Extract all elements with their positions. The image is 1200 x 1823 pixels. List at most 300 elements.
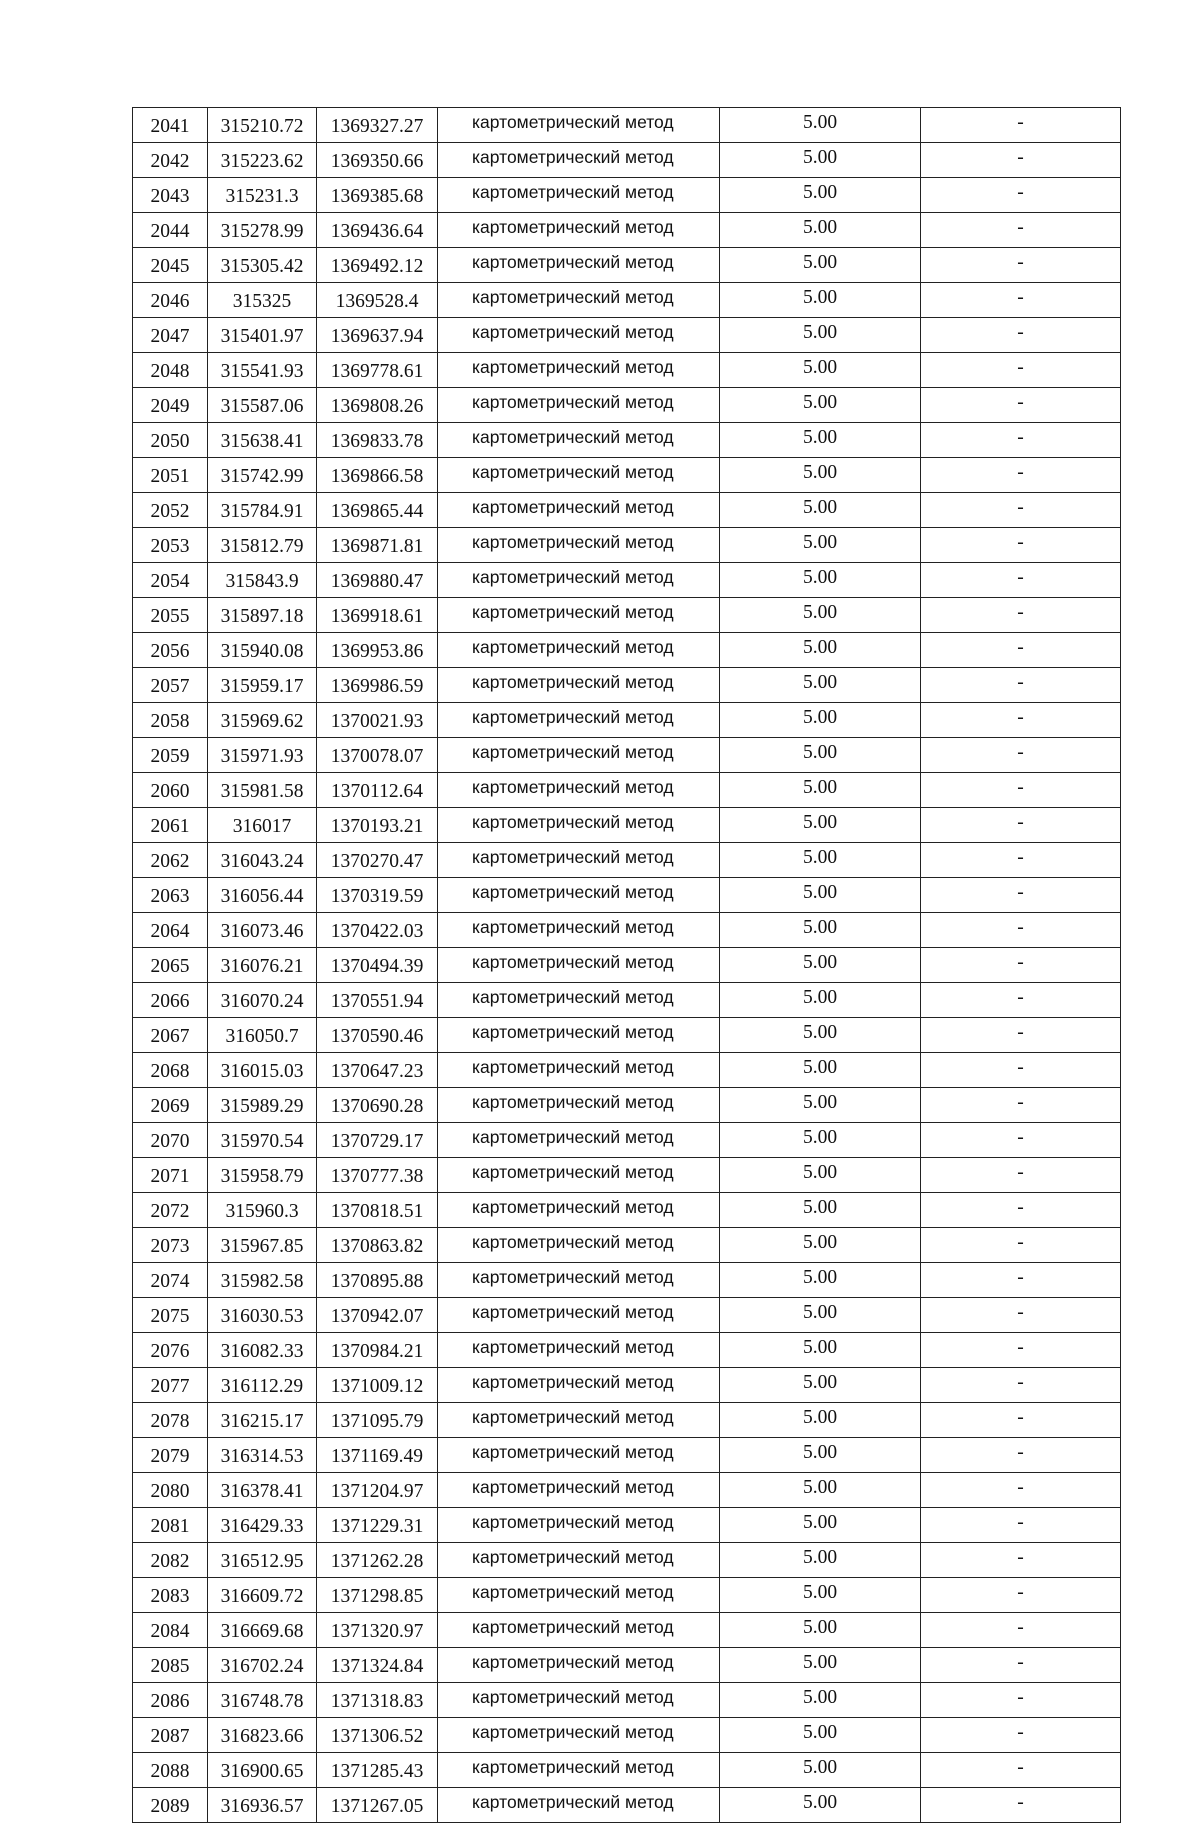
method-cell: картометрический метод — [438, 1018, 720, 1053]
method-cell: картометрический метод — [438, 1438, 720, 1473]
note-cell: - — [921, 1018, 1121, 1053]
accuracy-cell: 5.00 — [720, 1193, 921, 1228]
x-coordinate-cell: 315969.62 — [208, 703, 317, 738]
method-cell: картометрический метод — [438, 213, 720, 248]
table-row — [133, 178, 1121, 213]
x-coordinate-cell: 315231.3 — [208, 178, 317, 213]
note-cell: - — [921, 843, 1121, 878]
table-row — [133, 1613, 1121, 1648]
method-cell: картометрический метод — [438, 598, 720, 633]
point-number-cell: 2063 — [133, 878, 208, 913]
point-number-cell: 2058 — [133, 703, 208, 738]
accuracy-cell: 5.00 — [720, 388, 921, 423]
accuracy-cell: 5.00 — [720, 1473, 921, 1508]
method-cell: картометрический метод — [438, 388, 720, 423]
table-row — [133, 668, 1121, 703]
note-cell: - — [921, 1263, 1121, 1298]
table-row — [133, 1088, 1121, 1123]
x-coordinate-cell: 316076.21 — [208, 948, 317, 983]
accuracy-cell: 5.00 — [720, 143, 921, 178]
x-coordinate-cell: 315940.08 — [208, 633, 317, 668]
note-cell: - — [921, 1613, 1121, 1648]
point-number-cell: 2070 — [133, 1123, 208, 1158]
table-row — [133, 1333, 1121, 1368]
method-cell: картометрический метод — [438, 353, 720, 388]
x-coordinate-cell: 315897.18 — [208, 598, 317, 633]
y-coordinate-cell: 1371095.79 — [317, 1403, 438, 1438]
accuracy-cell: 5.00 — [720, 633, 921, 668]
note-cell: - — [921, 738, 1121, 773]
accuracy-cell: 5.00 — [720, 423, 921, 458]
point-number-cell: 2087 — [133, 1718, 208, 1753]
note-cell: - — [921, 423, 1121, 458]
y-coordinate-cell: 1370422.03 — [317, 913, 438, 948]
x-coordinate-cell: 316056.44 — [208, 878, 317, 913]
point-number-cell: 2082 — [133, 1543, 208, 1578]
table-row — [133, 1508, 1121, 1543]
x-coordinate-cell: 316030.53 — [208, 1298, 317, 1333]
note-cell: - — [921, 388, 1121, 423]
note-cell: - — [921, 248, 1121, 283]
note-cell: - — [921, 913, 1121, 948]
table-row — [133, 1578, 1121, 1613]
note-cell: - — [921, 1298, 1121, 1333]
x-coordinate-cell: 316702.24 — [208, 1648, 317, 1683]
point-number-cell: 2084 — [133, 1613, 208, 1648]
method-cell: картометрический метод — [438, 703, 720, 738]
method-cell: картометрический метод — [438, 808, 720, 843]
y-coordinate-cell: 1370777.38 — [317, 1158, 438, 1193]
note-cell: - — [921, 878, 1121, 913]
accuracy-cell: 5.00 — [720, 1438, 921, 1473]
x-coordinate-cell: 316070.24 — [208, 983, 317, 1018]
accuracy-cell: 5.00 — [720, 1648, 921, 1683]
accuracy-cell: 5.00 — [720, 1123, 921, 1158]
method-cell: картометрический метод — [438, 1368, 720, 1403]
table-row — [133, 1753, 1121, 1788]
y-coordinate-cell: 1370021.93 — [317, 703, 438, 738]
method-cell: картометрический метод — [438, 1228, 720, 1263]
method-cell: картометрический метод — [438, 983, 720, 1018]
accuracy-cell: 5.00 — [720, 983, 921, 1018]
note-cell: - — [921, 1088, 1121, 1123]
point-number-cell: 2066 — [133, 983, 208, 1018]
table-row — [133, 563, 1121, 598]
accuracy-cell: 5.00 — [720, 213, 921, 248]
point-number-cell: 2088 — [133, 1753, 208, 1788]
y-coordinate-cell: 1369492.12 — [317, 248, 438, 283]
accuracy-cell: 5.00 — [720, 1333, 921, 1368]
table-row — [133, 108, 1121, 143]
accuracy-cell: 5.00 — [720, 108, 921, 143]
accuracy-cell: 5.00 — [720, 1403, 921, 1438]
note-cell: - — [921, 1193, 1121, 1228]
note-cell: - — [921, 1683, 1121, 1718]
table-row — [133, 633, 1121, 668]
x-coordinate-cell: 315960.3 — [208, 1193, 317, 1228]
point-number-cell: 2079 — [133, 1438, 208, 1473]
method-cell: картометрический метод — [438, 423, 720, 458]
method-cell: картометрический метод — [438, 1123, 720, 1158]
accuracy-cell: 5.00 — [720, 1088, 921, 1123]
accuracy-cell: 5.00 — [720, 1753, 921, 1788]
x-coordinate-cell: 315989.29 — [208, 1088, 317, 1123]
accuracy-cell: 5.00 — [720, 318, 921, 353]
point-number-cell: 2060 — [133, 773, 208, 808]
method-cell: картометрический метод — [438, 913, 720, 948]
y-coordinate-cell: 1369871.81 — [317, 528, 438, 563]
method-cell: картометрический метод — [438, 1403, 720, 1438]
x-coordinate-cell: 316043.24 — [208, 843, 317, 878]
method-cell: картометрический метод — [438, 458, 720, 493]
table-row — [133, 1683, 1121, 1718]
y-coordinate-cell: 1369385.68 — [317, 178, 438, 213]
y-coordinate-cell: 1371169.49 — [317, 1438, 438, 1473]
table-row — [133, 1438, 1121, 1473]
point-number-cell: 2081 — [133, 1508, 208, 1543]
note-cell: - — [921, 1403, 1121, 1438]
method-cell: картометрический метод — [438, 283, 720, 318]
method-cell: картометрический метод — [438, 738, 720, 773]
note-cell: - — [921, 1053, 1121, 1088]
accuracy-cell: 5.00 — [720, 703, 921, 738]
accuracy-cell: 5.00 — [720, 1228, 921, 1263]
point-number-cell: 2061 — [133, 808, 208, 843]
note-cell: - — [921, 458, 1121, 493]
note-cell: - — [921, 353, 1121, 388]
accuracy-cell: 5.00 — [720, 1788, 921, 1823]
y-coordinate-cell: 1369866.58 — [317, 458, 438, 493]
table-row — [133, 983, 1121, 1018]
y-coordinate-cell: 1370729.17 — [317, 1123, 438, 1158]
x-coordinate-cell: 315638.41 — [208, 423, 317, 458]
x-coordinate-cell: 316050.7 — [208, 1018, 317, 1053]
accuracy-cell: 5.00 — [720, 528, 921, 563]
point-number-cell: 2089 — [133, 1788, 208, 1823]
point-number-cell: 2056 — [133, 633, 208, 668]
method-cell: картометрический метод — [438, 668, 720, 703]
x-coordinate-cell: 316429.33 — [208, 1508, 317, 1543]
table-row — [133, 703, 1121, 738]
x-coordinate-cell: 315967.85 — [208, 1228, 317, 1263]
table-row — [133, 773, 1121, 808]
x-coordinate-cell: 316015.03 — [208, 1053, 317, 1088]
x-coordinate-cell: 315843.9 — [208, 563, 317, 598]
y-coordinate-cell: 1371324.84 — [317, 1648, 438, 1683]
note-cell: - — [921, 1578, 1121, 1613]
table-row — [133, 318, 1121, 353]
y-coordinate-cell: 1371306.52 — [317, 1718, 438, 1753]
method-cell: картометрический метод — [438, 1648, 720, 1683]
method-cell: картометрический метод — [438, 843, 720, 878]
x-coordinate-cell: 316748.78 — [208, 1683, 317, 1718]
y-coordinate-cell: 1370270.47 — [317, 843, 438, 878]
x-coordinate-cell: 315401.97 — [208, 318, 317, 353]
x-coordinate-cell: 316823.66 — [208, 1718, 317, 1753]
table-row — [133, 1403, 1121, 1438]
point-number-cell: 2043 — [133, 178, 208, 213]
note-cell: - — [921, 703, 1121, 738]
point-number-cell: 2042 — [133, 143, 208, 178]
point-number-cell: 2059 — [133, 738, 208, 773]
y-coordinate-cell: 1369808.26 — [317, 388, 438, 423]
note-cell: - — [921, 1473, 1121, 1508]
y-coordinate-cell: 1370863.82 — [317, 1228, 438, 1263]
x-coordinate-cell: 315959.17 — [208, 668, 317, 703]
y-coordinate-cell: 1370818.51 — [317, 1193, 438, 1228]
table-row — [133, 1228, 1121, 1263]
method-cell: картометрический метод — [438, 528, 720, 563]
note-cell: - — [921, 1158, 1121, 1193]
x-coordinate-cell: 316017 — [208, 808, 317, 843]
point-number-cell: 2083 — [133, 1578, 208, 1613]
y-coordinate-cell: 1369865.44 — [317, 493, 438, 528]
table-row — [133, 283, 1121, 318]
x-coordinate-cell: 315223.62 — [208, 143, 317, 178]
table-row — [133, 1718, 1121, 1753]
table-row — [133, 1298, 1121, 1333]
note-cell: - — [921, 178, 1121, 213]
note-cell: - — [921, 493, 1121, 528]
y-coordinate-cell: 1369880.47 — [317, 563, 438, 598]
y-coordinate-cell: 1370942.07 — [317, 1298, 438, 1333]
table-row — [133, 1123, 1121, 1158]
accuracy-cell: 5.00 — [720, 738, 921, 773]
point-number-cell: 2080 — [133, 1473, 208, 1508]
x-coordinate-cell: 316073.46 — [208, 913, 317, 948]
y-coordinate-cell: 1369528.4 — [317, 283, 438, 318]
x-coordinate-cell: 315587.06 — [208, 388, 317, 423]
method-cell: картометрический метод — [438, 143, 720, 178]
point-number-cell: 2085 — [133, 1648, 208, 1683]
method-cell: картометрический метод — [438, 1333, 720, 1368]
method-cell: картометрический метод — [438, 493, 720, 528]
y-coordinate-cell: 1369350.66 — [317, 143, 438, 178]
point-number-cell: 2064 — [133, 913, 208, 948]
x-coordinate-cell: 316669.68 — [208, 1613, 317, 1648]
x-coordinate-cell: 315971.93 — [208, 738, 317, 773]
note-cell: - — [921, 1753, 1121, 1788]
point-number-cell: 2068 — [133, 1053, 208, 1088]
x-coordinate-cell: 315958.79 — [208, 1158, 317, 1193]
point-number-cell: 2047 — [133, 318, 208, 353]
x-coordinate-cell: 315742.99 — [208, 458, 317, 493]
point-number-cell: 2054 — [133, 563, 208, 598]
method-cell: картометрический метод — [438, 1578, 720, 1613]
accuracy-cell: 5.00 — [720, 493, 921, 528]
x-coordinate-cell: 316936.57 — [208, 1788, 317, 1823]
point-number-cell: 2049 — [133, 388, 208, 423]
y-coordinate-cell: 1369986.59 — [317, 668, 438, 703]
point-number-cell: 2053 — [133, 528, 208, 563]
method-cell: картометрический метод — [438, 1263, 720, 1298]
point-number-cell: 2062 — [133, 843, 208, 878]
x-coordinate-cell: 316900.65 — [208, 1753, 317, 1788]
note-cell: - — [921, 213, 1121, 248]
x-coordinate-cell: 316378.41 — [208, 1473, 317, 1508]
point-number-cell: 2041 — [133, 108, 208, 143]
accuracy-cell: 5.00 — [720, 843, 921, 878]
table-row — [133, 213, 1121, 248]
y-coordinate-cell: 1370494.39 — [317, 948, 438, 983]
coordinates-table-body — [133, 108, 1121, 1823]
table-row — [133, 1788, 1121, 1823]
note-cell: - — [921, 668, 1121, 703]
method-cell: картометрический метод — [438, 1158, 720, 1193]
note-cell: - — [921, 808, 1121, 843]
method-cell: картометрический метод — [438, 1088, 720, 1123]
accuracy-cell: 5.00 — [720, 1543, 921, 1578]
y-coordinate-cell: 1370895.88 — [317, 1263, 438, 1298]
x-coordinate-cell: 315784.91 — [208, 493, 317, 528]
x-coordinate-cell: 315812.79 — [208, 528, 317, 563]
accuracy-cell: 5.00 — [720, 878, 921, 913]
y-coordinate-cell: 1371009.12 — [317, 1368, 438, 1403]
note-cell: - — [921, 773, 1121, 808]
point-number-cell: 2072 — [133, 1193, 208, 1228]
method-cell: картометрический метод — [438, 1543, 720, 1578]
point-number-cell: 2045 — [133, 248, 208, 283]
x-coordinate-cell: 315541.93 — [208, 353, 317, 388]
accuracy-cell: 5.00 — [720, 248, 921, 283]
accuracy-cell: 5.00 — [720, 1018, 921, 1053]
accuracy-cell: 5.00 — [720, 1368, 921, 1403]
accuracy-cell: 5.00 — [720, 1683, 921, 1718]
point-number-cell: 2075 — [133, 1298, 208, 1333]
table-row — [133, 143, 1121, 178]
accuracy-cell: 5.00 — [720, 1718, 921, 1753]
y-coordinate-cell: 1371320.97 — [317, 1613, 438, 1648]
point-number-cell: 2073 — [133, 1228, 208, 1263]
method-cell: картометрический метод — [438, 248, 720, 283]
x-coordinate-cell: 316112.29 — [208, 1368, 317, 1403]
x-coordinate-cell: 315970.54 — [208, 1123, 317, 1158]
method-cell: картометрический метод — [438, 773, 720, 808]
method-cell: картометрический метод — [438, 1298, 720, 1333]
y-coordinate-cell: 1370690.28 — [317, 1088, 438, 1123]
point-number-cell: 2071 — [133, 1158, 208, 1193]
table-row — [133, 423, 1121, 458]
table-row — [133, 248, 1121, 283]
method-cell: картометрический метод — [438, 948, 720, 983]
method-cell: картометрический метод — [438, 178, 720, 213]
y-coordinate-cell: 1369833.78 — [317, 423, 438, 458]
x-coordinate-cell: 315210.72 — [208, 108, 317, 143]
y-coordinate-cell: 1371267.05 — [317, 1788, 438, 1823]
table-row — [133, 1543, 1121, 1578]
accuracy-cell: 5.00 — [720, 1578, 921, 1613]
accuracy-cell: 5.00 — [720, 913, 921, 948]
note-cell: - — [921, 1368, 1121, 1403]
accuracy-cell: 5.00 — [720, 1263, 921, 1298]
table-row — [133, 1158, 1121, 1193]
x-coordinate-cell: 316082.33 — [208, 1333, 317, 1368]
point-number-cell: 2065 — [133, 948, 208, 983]
table-row — [133, 738, 1121, 773]
y-coordinate-cell: 1369637.94 — [317, 318, 438, 353]
coordinates-table — [132, 107, 1121, 1823]
point-number-cell: 2086 — [133, 1683, 208, 1718]
y-coordinate-cell: 1370984.21 — [317, 1333, 438, 1368]
method-cell: картометрический метод — [438, 318, 720, 353]
method-cell: картометрический метод — [438, 1473, 720, 1508]
y-coordinate-cell: 1371262.28 — [317, 1543, 438, 1578]
note-cell: - — [921, 1123, 1121, 1158]
table-row — [133, 353, 1121, 388]
point-number-cell: 2055 — [133, 598, 208, 633]
point-number-cell: 2048 — [133, 353, 208, 388]
y-coordinate-cell: 1369327.27 — [317, 108, 438, 143]
accuracy-cell: 5.00 — [720, 1508, 921, 1543]
accuracy-cell: 5.00 — [720, 668, 921, 703]
x-coordinate-cell: 316512.95 — [208, 1543, 317, 1578]
point-number-cell: 2078 — [133, 1403, 208, 1438]
table-row — [133, 913, 1121, 948]
note-cell: - — [921, 1438, 1121, 1473]
method-cell: картометрический метод — [438, 1193, 720, 1228]
point-number-cell: 2076 — [133, 1333, 208, 1368]
point-number-cell: 2077 — [133, 1368, 208, 1403]
accuracy-cell: 5.00 — [720, 1053, 921, 1088]
accuracy-cell: 5.00 — [720, 773, 921, 808]
table-row — [133, 493, 1121, 528]
y-coordinate-cell: 1370193.21 — [317, 808, 438, 843]
x-coordinate-cell: 315982.58 — [208, 1263, 317, 1298]
x-coordinate-cell: 315305.42 — [208, 248, 317, 283]
note-cell: - — [921, 948, 1121, 983]
accuracy-cell: 5.00 — [720, 948, 921, 983]
method-cell: картометрический метод — [438, 1718, 720, 1753]
point-number-cell: 2067 — [133, 1018, 208, 1053]
y-coordinate-cell: 1369953.86 — [317, 633, 438, 668]
table-row — [133, 388, 1121, 423]
table-row — [133, 1053, 1121, 1088]
point-number-cell: 2044 — [133, 213, 208, 248]
note-cell: - — [921, 1648, 1121, 1683]
method-cell: картометрический метод — [438, 1508, 720, 1543]
accuracy-cell: 5.00 — [720, 178, 921, 213]
point-number-cell: 2051 — [133, 458, 208, 493]
note-cell: - — [921, 528, 1121, 563]
table-row — [133, 1473, 1121, 1508]
note-cell: - — [921, 143, 1121, 178]
x-coordinate-cell: 315278.99 — [208, 213, 317, 248]
table-row — [133, 808, 1121, 843]
point-number-cell: 2069 — [133, 1088, 208, 1123]
y-coordinate-cell: 1371318.83 — [317, 1683, 438, 1718]
note-cell: - — [921, 1718, 1121, 1753]
x-coordinate-cell: 316215.17 — [208, 1403, 317, 1438]
note-cell: - — [921, 1543, 1121, 1578]
accuracy-cell: 5.00 — [720, 1158, 921, 1193]
method-cell: картометрический метод — [438, 563, 720, 598]
y-coordinate-cell: 1371298.85 — [317, 1578, 438, 1613]
method-cell: картометрический метод — [438, 1788, 720, 1823]
y-coordinate-cell: 1369436.64 — [317, 213, 438, 248]
note-cell: - — [921, 598, 1121, 633]
y-coordinate-cell: 1370647.23 — [317, 1053, 438, 1088]
table-row — [133, 1368, 1121, 1403]
point-number-cell: 2074 — [133, 1263, 208, 1298]
y-coordinate-cell: 1370590.46 — [317, 1018, 438, 1053]
accuracy-cell: 5.00 — [720, 353, 921, 388]
note-cell: - — [921, 1508, 1121, 1543]
accuracy-cell: 5.00 — [720, 1613, 921, 1648]
table-row — [133, 1648, 1121, 1683]
note-cell: - — [921, 1333, 1121, 1368]
y-coordinate-cell: 1370551.94 — [317, 983, 438, 1018]
table-row — [133, 843, 1121, 878]
